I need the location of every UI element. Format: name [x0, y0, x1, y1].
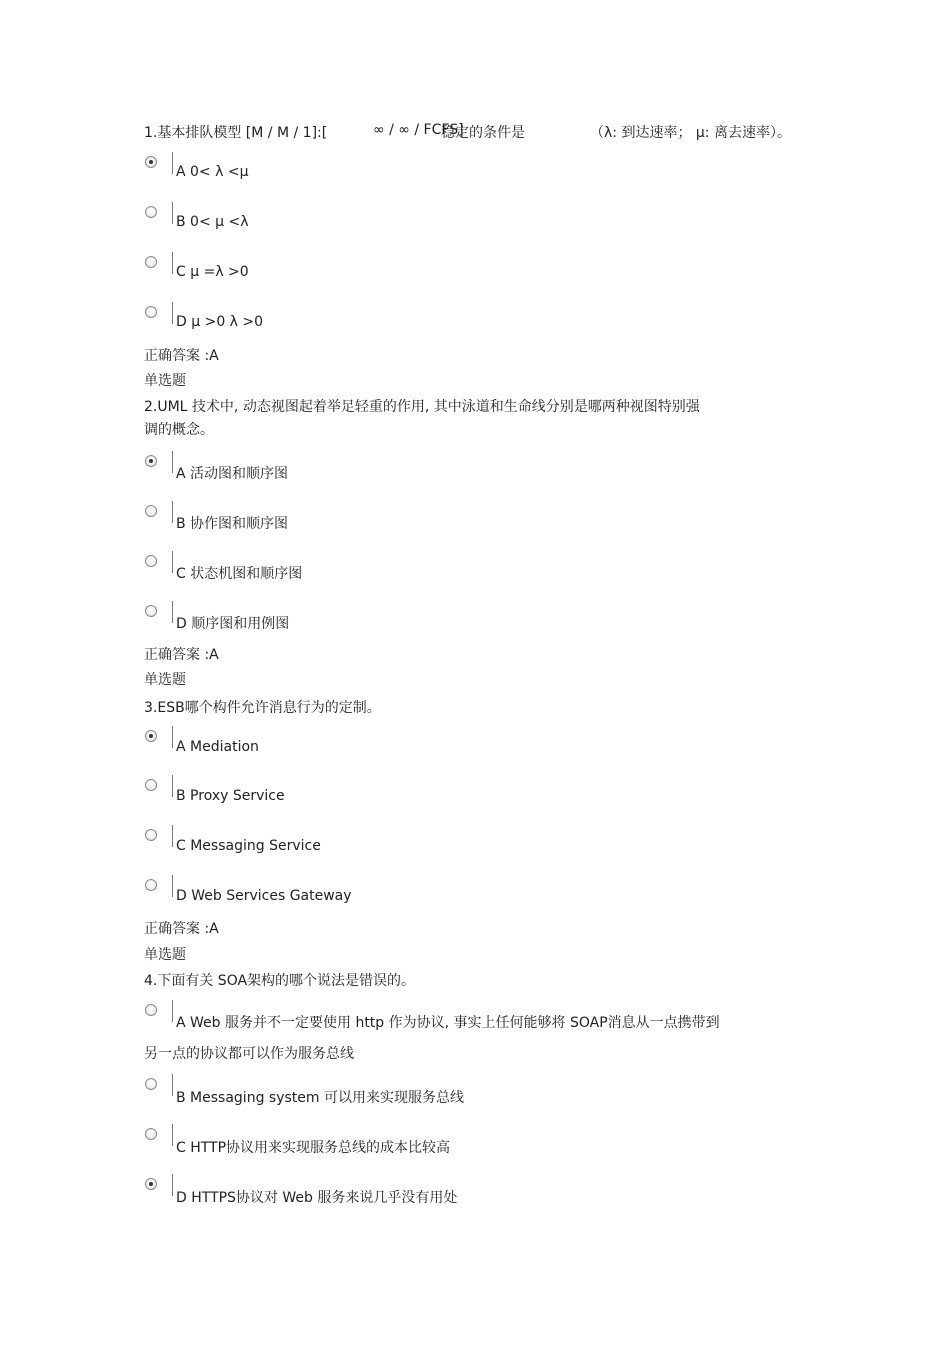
q3-option-b-radio[interactable] — [145, 779, 157, 791]
question-1-stem-part1: 1.基本排队模型 [M / M / 1]:[ — [144, 125, 328, 141]
q4-option-b-label: B Messaging system 可以用来实现服务总线 — [176, 1090, 464, 1106]
q2-option-b-radio[interactable] — [145, 505, 157, 517]
q1-correct-answer: 正确答案 :A — [144, 348, 219, 364]
option-divider — [172, 875, 173, 897]
q1-option-b-label: B 0< μ <λ — [176, 214, 249, 230]
q2-option-a-label: A 活动图和顺序图 — [176, 466, 289, 482]
q2-option-d-label: D 顺序图和用例图 — [176, 616, 290, 632]
q1-option-a-label: A 0< λ <μ — [176, 164, 249, 180]
option-divider — [172, 1074, 173, 1096]
q3-option-b-label: B Proxy Service — [176, 788, 285, 804]
question-type-label: 单选题 — [144, 947, 186, 963]
q4-option-a-radio[interactable] — [145, 1004, 157, 1016]
q2-option-b-label: B 协作图和顺序图 — [176, 516, 289, 532]
option-divider — [172, 202, 173, 224]
option-divider — [172, 302, 173, 324]
question-4-stem: 4.下面有关 SOA架构的哪个说法是错误的。 — [144, 973, 416, 989]
q3-option-c-label: C Messaging Service — [176, 838, 321, 854]
option-divider — [172, 726, 173, 748]
q1-option-a-radio[interactable] — [145, 156, 157, 168]
q1-option-d-label: D μ >0 λ >0 — [176, 314, 264, 330]
question-1-stem-part3: 稳定的条件是 — [441, 125, 525, 141]
q4-option-c-label: C HTTP协议用来实现服务总线的成本比较高 — [176, 1140, 451, 1156]
q3-option-d-radio[interactable] — [145, 879, 157, 891]
q4-option-c-radio[interactable] — [145, 1128, 157, 1140]
q3-option-a-label: A Mediation — [176, 739, 259, 755]
option-divider — [172, 775, 173, 797]
q2-correct-answer: 正确答案 :A — [144, 647, 219, 663]
q1-option-c-label: C μ =λ >0 — [176, 264, 249, 280]
option-divider — [172, 1000, 173, 1022]
q4-option-b-radio[interactable] — [145, 1078, 157, 1090]
option-divider — [172, 1124, 173, 1146]
q1-option-d-radio[interactable] — [145, 306, 157, 318]
q2-option-d-radio[interactable] — [145, 605, 157, 617]
q4-option-a-label: A Web 服务并不一定要使用 http 作为协议, 事实上任何能够将 SOAP消息从一点携带到 — [176, 1015, 720, 1031]
question-1-stem-part2: ∞ / ∞ / FCFS] — [373, 122, 464, 138]
option-divider — [172, 601, 173, 623]
q3-option-a-radio[interactable] — [145, 730, 157, 742]
q3-option-d-label: D Web Services Gateway — [176, 888, 352, 904]
q2-option-a-radio[interactable] — [145, 455, 157, 467]
q4-option-a-label-continued: 另一点的协议都可以作为服务总线 — [144, 1046, 354, 1062]
question-1-stem-part4: （λ: 到达速率； μ: 离去速率）。 — [590, 125, 791, 141]
question-type-label: 单选题 — [144, 373, 186, 389]
question-type-label: 单选题 — [144, 672, 186, 688]
q3-correct-answer: 正确答案 :A — [144, 921, 219, 937]
question-2-stem-line2: 调的概念。 — [144, 422, 214, 438]
question-2-stem-line1: 2.UML 技术中, 动态视图起着举足轻重的作用, 其中泳道和生命线分别是哪两种视图特别强 — [144, 399, 700, 415]
option-divider — [172, 501, 173, 523]
option-divider — [172, 451, 173, 473]
q2-option-c-label: C 状态机图和顺序图 — [176, 566, 303, 582]
q3-option-c-radio[interactable] — [145, 829, 157, 841]
option-divider — [172, 551, 173, 573]
option-divider — [172, 152, 173, 174]
q4-option-d-label: D HTTPS协议对 Web 服务来说几乎没有用处 — [176, 1190, 458, 1206]
option-divider — [172, 252, 173, 274]
q2-option-c-radio[interactable] — [145, 555, 157, 567]
option-divider — [172, 825, 173, 847]
q1-option-c-radio[interactable] — [145, 256, 157, 268]
question-3-stem: 3.ESB哪个构件允许消息行为的定制。 — [144, 700, 381, 716]
q4-option-d-radio[interactable] — [145, 1178, 157, 1190]
option-divider — [172, 1174, 173, 1196]
q1-option-b-radio[interactable] — [145, 206, 157, 218]
